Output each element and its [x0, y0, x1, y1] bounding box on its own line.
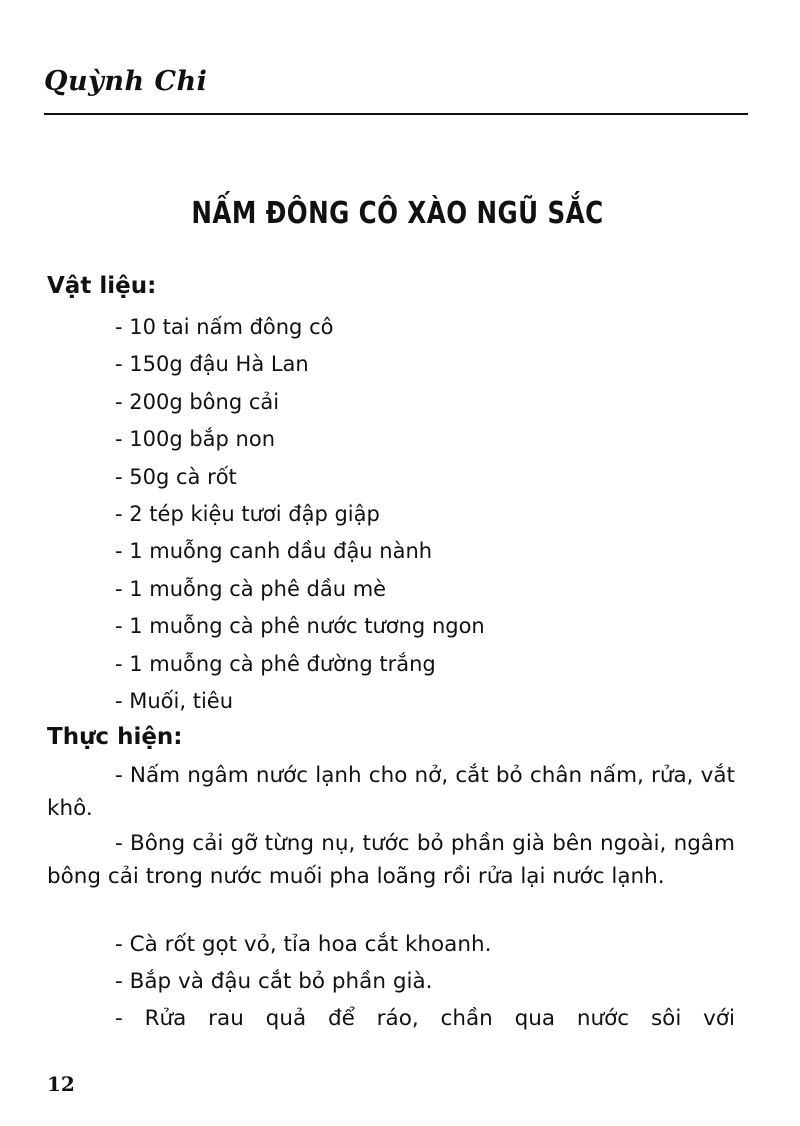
ingredient-item: - 200g bông cải	[115, 389, 280, 414]
recipe-title: NẤM ĐÔNG CÔ XÀO NGŨ SẮC	[191, 196, 604, 231]
page-number: 12	[47, 1072, 75, 1096]
instruction-step: - Cà rốt gọt vỏ, tỉa hoa cắt khoanh.	[115, 932, 492, 957]
ingredient-item: - 1 muỗng cà phê nước tương ngon	[115, 614, 485, 639]
ingredient-item: - 150g đậu Hà Lan	[115, 352, 309, 377]
ingredient-item: - 100g bắp non	[115, 427, 276, 452]
header-author: Quỳnh Chi	[44, 66, 208, 97]
ingredients-list	[115, 313, 485, 724]
header-divider	[44, 113, 748, 115]
ingredient-item: - Muối, tiêu	[115, 688, 234, 713]
instruction-step: - Bắp và đậu cắt bỏ phần già.	[115, 969, 433, 994]
ingredient-item: - 1 muỗng cà phê đường trắng	[115, 651, 436, 676]
ingredient-item: - 50g cà rốt	[115, 464, 237, 489]
instruction-step: - Bông cải gỡ từng nụ, tước bỏ phần già bên ngoài, ngâm bông cải trong nước muối pha loãng rồi rửa lại nước lạnh.	[47, 831, 735, 889]
instructions-heading: Thực hiện:	[47, 724, 183, 750]
instruction-step: - Rửa rau quả để ráo, chần qua nước sôi với	[115, 1006, 735, 1031]
ingredient-item: - 10 tai nấm đông cô	[115, 315, 334, 339]
ingredient-item: - 1 muỗng cà phê dầu mè	[115, 576, 387, 601]
ingredient-item: - 1 muỗng canh dầu đậu nành	[115, 539, 433, 564]
ingredients-heading: Vật liệu:	[47, 273, 157, 299]
ingredient-item: - 2 tép kiệu tươi đập giập	[115, 501, 380, 526]
instruction-step: - Nấm ngâm nước lạnh cho nở, cắt bỏ chân nấm, rửa, vắt khô.	[47, 763, 735, 821]
